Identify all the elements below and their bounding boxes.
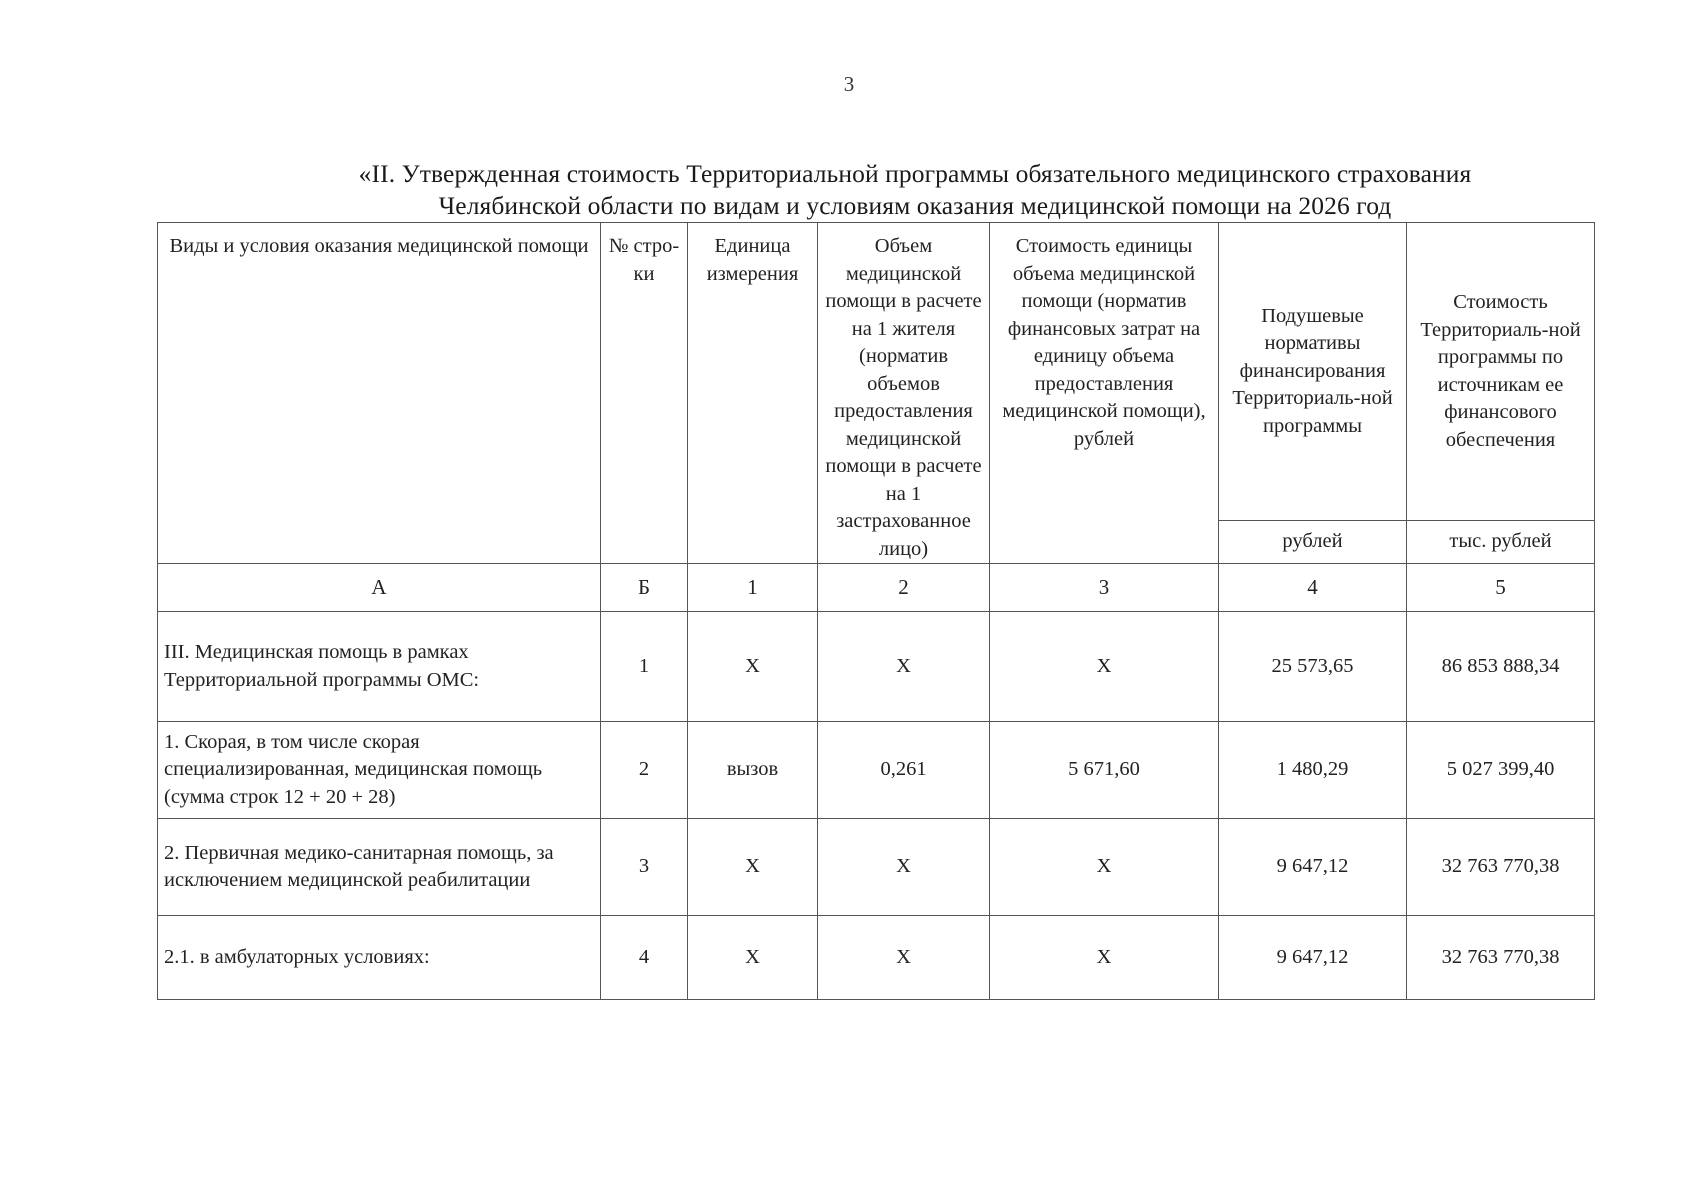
row-line-number: 3 [601,819,688,916]
row-volume: X [818,612,990,722]
header-row [158,223,1595,521]
row-total: 5 027 399,40 [1407,722,1595,819]
row-per-capita: 25 573,65 [1219,612,1407,722]
cost-table [157,222,1595,1000]
row-line-number: 1 [601,612,688,722]
document-title [290,158,1540,222]
header-total-cost-unit: тыс. рублей [1407,521,1595,564]
column-index-cell: 1 [688,564,818,612]
row-volume: X [818,916,990,1000]
header-types: Виды и условия оказания медицинской помощи [158,223,601,564]
row-total: 32 763 770,38 [1407,819,1595,916]
table-row [158,722,1595,819]
row-per-capita: 9 647,12 [1219,916,1407,1000]
row-unit-cost: X [990,819,1219,916]
table-row [158,612,1595,722]
column-index-cell: 4 [1219,564,1407,612]
row-name: 2. Первичная медико-санитарная помощь, за исключением медицинской реабилитации [158,819,601,916]
row-name: 2.1. в амбулаторных условиях: [158,916,601,1000]
column-index-cell: Б [601,564,688,612]
header-unit-cost: Стоимость единицы объема медицинской помощи (норматив финансовых затрат на единицу объема предоставления медицинской помощи), рублей [990,223,1219,564]
row-per-capita: 9 647,12 [1219,819,1407,916]
row-unit-cost: 5 671,60 [990,722,1219,819]
row-unit-cost: X [990,612,1219,722]
row-unit: X [688,819,818,916]
column-index-cell: А [158,564,601,612]
page-number: 3 [843,72,855,96]
row-total: 86 853 888,34 [1407,612,1595,722]
row-unit: вызов [688,722,818,819]
header-total-cost: Стоимость Территориаль-ной программы по источникам ее финансового обеспечения [1407,223,1595,521]
row-volume: 0,261 [818,722,990,819]
table-row [158,819,1595,916]
header-per-capita: Подушевые нормативы финансирования Территориаль-ной программы [1219,223,1407,521]
title-line-2: Челябинской области по видам и условиям оказания медицинской помощи на 2026 год [438,191,1392,220]
row-volume: X [818,819,990,916]
header-unit: Единица измерения [688,223,818,564]
column-index-cell: 2 [818,564,990,612]
row-per-capita: 1 480,29 [1219,722,1407,819]
column-index-row [158,564,1595,612]
header-per-capita-unit: рублей [1219,521,1407,564]
row-unit: X [688,612,818,722]
row-total: 32 763 770,38 [1407,916,1595,1000]
row-name: 1. Скорая, в том числе скорая специализированная, медицинская помощь (сумма строк 12 + 20 + 28) [158,722,601,819]
table-row [158,916,1595,1000]
header-line-number: № стро-ки [601,223,688,564]
row-line-number: 2 [601,722,688,819]
column-index-cell: 5 [1407,564,1595,612]
column-index-cell: 3 [990,564,1219,612]
title-line-1: «II. Утвержденная стоимость Территориальной программы обязательного медицинского страхования [358,159,1472,188]
row-unit: X [688,916,818,1000]
row-line-number: 4 [601,916,688,1000]
row-unit-cost: X [990,916,1219,1000]
header-volume: Объем медицинской помощи в расчете на 1 жителя (норматив объемов предоставления медицинской помощи в расчете на 1 застрахованное лицо) [818,223,990,564]
row-name: III. Медицинская помощь в рамках Территориальной программы ОМС: [158,612,601,722]
